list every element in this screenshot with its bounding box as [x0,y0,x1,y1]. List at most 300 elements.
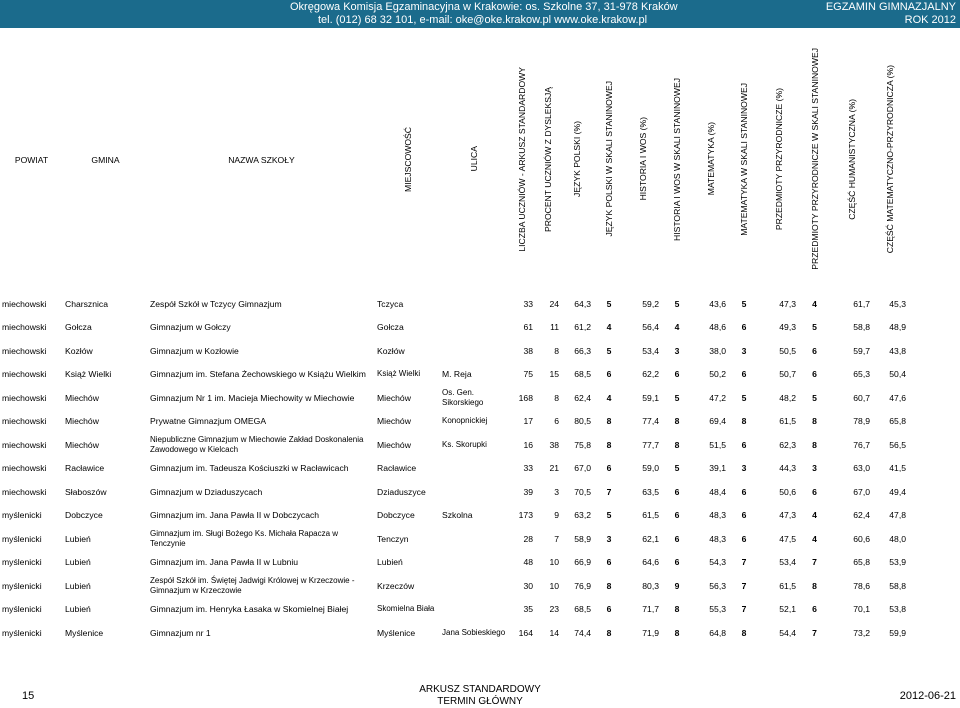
table-row [0,574,908,598]
table-spacer-row [0,280,908,292]
table-cell: 73,2 [853,627,870,638]
table-cell: miechowski [2,486,47,497]
table-cell: myślenicki [2,533,42,544]
table-cell: 41,5 [889,463,906,474]
footer-line2: TERMIN GŁÓWNY [437,696,523,707]
table-cell: 5 [674,298,680,309]
table-cell: 71,9 [642,627,659,638]
table-cell: 59,9 [889,627,906,638]
table-cell: 50,7 [779,369,796,380]
table-cell: 75 [523,369,533,380]
table-cell: 3 [812,463,817,474]
table-row [0,433,908,457]
table-cell: 6 [812,369,817,380]
table-cell: 45,3 [889,298,906,309]
column-header-label: LICZBA UCZNIÓW - ARKUSZ STANDARDOWY [516,66,527,252]
table-cell: 6 [812,604,817,615]
table-cell: 7 [741,580,747,591]
table-cell: 48,6 [709,322,726,333]
table-cell: 3 [606,533,612,544]
table-cell: 8 [606,439,612,450]
table-cell: 7 [554,533,559,544]
table-cell: 173 [518,510,533,521]
table-cell: 50,6 [779,486,796,497]
table-cell: 59,7 [853,345,870,356]
table-cell: 60,6 [853,533,870,544]
table-cell: 75,8 [574,439,591,450]
table-cell: 61 [523,322,533,333]
table-cell: 50,5 [779,345,796,356]
table-cell: Myślenice [65,627,104,638]
table-row [0,621,908,645]
table-cell: 3 [741,463,747,474]
table-cell: 50,4 [889,369,906,380]
table-cell: Miechów [65,392,99,403]
table-cell: 47,8 [889,510,906,521]
table-cell: 4 [812,533,817,544]
footer-date: 2012-06-21 [899,690,956,702]
table-cell: 63,2 [574,510,591,521]
table-cell: 53,4 [642,345,659,356]
table-cell: 65,8 [889,416,906,427]
header-contact: tel. (012) 68 32 101, e-mail: oke@oke.krakow.pl www.oke.krakow.pl [318,14,648,26]
table-cell: 67,0 [853,486,870,497]
table-cell: 48,3 [709,510,726,521]
table-cell: 8 [554,345,559,356]
table-cell: 62,4 [574,392,591,403]
column-header [661,40,693,280]
table-cell: miechowski [2,392,47,403]
table-cell: Zespół Szkół w Tczycy Gimnazjum [150,298,282,309]
table-cell: 49,4 [889,486,906,497]
table-cell: 5 [674,392,680,403]
table-cell: 7 [741,557,747,568]
table-cell: 6 [741,533,747,544]
table-cell: miechowski [2,345,47,356]
table-cell: 8 [741,627,747,638]
table-row [0,504,908,528]
table-cell: 4 [606,392,612,403]
column-header [798,40,831,280]
table-cell: 6 [741,369,747,380]
table-cell: 10 [549,580,559,591]
page-number: 15 [22,690,35,702]
table-cell: 58,9 [574,533,591,544]
table-cell: 8 [674,604,680,615]
table-row [0,386,908,410]
table-cell: 39 [523,486,533,497]
column-header [508,40,535,280]
table-cell: Gołcza [65,322,92,333]
table-cell: 70,1 [853,604,870,615]
table-cell: Tczyca [377,298,404,309]
table-cell: 6 [674,533,680,544]
table-cell: 5 [674,463,680,474]
table-row [0,316,908,340]
column-header-label: MATEMATYKA (%) [705,122,716,196]
table-cell: 80,3 [642,580,659,591]
table-cell: Niepubliczne Gimnazjum w Miechowie Zakład Doskonalenia Zawodowego w Kielcach [150,434,364,454]
column-header-label: ULICA [469,146,479,172]
table-cell: 15 [549,369,559,380]
table-cell: 8 [812,439,817,450]
table-cell: 43,8 [889,345,906,356]
table-cell: 8 [812,416,817,427]
table-cell: myślenicki [2,627,42,638]
table-cell: 62,2 [642,369,659,380]
table-cell: 60,7 [853,392,870,403]
table-cell: Racławice [377,463,417,474]
table-cell: 6 [741,510,747,521]
table-cell: 76,9 [574,580,591,591]
table-cell: 6 [606,369,612,380]
table-cell: 78,9 [853,416,870,427]
table-cell: miechowski [2,322,47,333]
table-cell: 47,3 [779,298,796,309]
table-cell: myślenicki [2,580,42,591]
table-cell [440,292,508,316]
table-cell: Gimnazjum im. Henryka Łasaka w Skomielnej Białej [150,604,349,615]
column-header-label: PRZEDMIOTY PRZYRODNICZE W SKALI STANINOWEJ [809,48,820,270]
table-cell: 38 [549,439,559,450]
table-cell: Prywatne Gimnazjum OMEGA [150,416,267,427]
table-cell [440,598,508,622]
header-year: ROK 2012 [904,14,956,26]
table-cell: myślenicki [2,557,42,568]
table-cell: 61,5 [779,580,796,591]
table-cell: 52,1 [779,604,796,615]
table-cell: miechowski [2,463,47,474]
table-cell: 74,4 [574,627,591,638]
column-header [760,40,798,280]
table-cell: 7 [606,486,612,497]
table-cell: 3 [554,486,559,497]
table-cell: 77,7 [642,439,659,450]
table-cell: 5 [606,345,612,356]
table-cell: 59,0 [642,463,659,474]
spacer-cell [0,280,908,292]
column-header [440,40,508,280]
table-cell: 61,5 [779,416,796,427]
table-cell: 7 [812,627,817,638]
column-header [375,40,440,280]
table-cell: 5 [741,298,747,309]
table-cell: 63,0 [853,463,870,474]
table-cell: 44,3 [779,463,796,474]
table-cell: Miechów [377,416,411,427]
table-cell: Lubień [65,580,91,591]
table-cell: Lubień [65,533,91,544]
table-cell: 5 [812,392,817,403]
table-cell: 33 [523,298,533,309]
table-cell: 48,9 [889,322,906,333]
table-cell: 168 [518,392,533,403]
table-cell: 61,2 [574,322,591,333]
table-cell: 24 [549,298,559,309]
footer-document-type [380,684,580,708]
table-cell: Gołcza [377,322,404,333]
table-cell [440,527,508,551]
table-cell: 6 [674,486,680,497]
table-cell: 6 [554,416,559,427]
table-cell: 5 [606,510,612,521]
table-cell: 49,3 [779,322,796,333]
table-cell: 56,4 [642,322,659,333]
table-cell: Myślenice [377,627,416,638]
table-row [0,480,908,504]
table-cell: Skomielna Biała [377,604,435,614]
header-exam-name: EGZAMIN GIMNAZJALNY [825,1,956,13]
table-cell: 3 [741,345,747,356]
table-cell [440,339,508,363]
column-header-label: CZĘŚĆ HUMANISTYCZNA (%) [846,98,857,220]
table-cell: 30 [523,580,533,591]
table-cell: 64,8 [709,627,726,638]
table-cell: 6 [812,486,817,497]
table-cell: Gimnazjum w Dziaduszycach [150,486,263,497]
table-cell: 48,2 [779,392,796,403]
table-cell: 8 [741,416,747,427]
table-cell: 6 [741,486,747,497]
table-cell: 53,9 [889,557,906,568]
table-cell [440,551,508,575]
table-cell: Książ Wielki [377,369,421,379]
table-cell: 5 [606,298,612,309]
table-cell: Dobczyce [65,510,103,521]
table-cell: Miechów [65,439,99,450]
table-cell: 51,5 [709,439,726,450]
table-cell: 64,6 [642,557,659,568]
table-cell: Gimnazjum nr 1 [150,627,211,638]
table-cell [440,457,508,481]
table-cell: 7 [741,604,747,615]
table-cell: 6 [674,369,680,380]
table-cell: 59,1 [642,392,659,403]
table-cell: 8 [606,580,612,591]
table-cell: Konopnickiej [442,416,488,426]
table-cell: Książ Wielki [65,369,112,380]
table-cell: 58,8 [853,322,870,333]
table-cell: miechowski [2,369,47,380]
table-cell: Charsznica [65,298,108,309]
table-cell: 8 [812,580,817,591]
table-cell: 47,6 [889,392,906,403]
table-cell: 4 [606,322,612,333]
table-body [0,280,908,645]
column-header: POWIAT [14,155,49,165]
table-cell: 54,3 [709,557,726,568]
table-cell: 69,4 [709,416,726,427]
table-cell: Gimnazjum im. Jana Pawła II w Dobczycach [150,510,320,521]
table-header-row [0,40,908,280]
table-row [0,292,908,316]
table-cell: 21 [549,463,559,474]
table-row [0,551,908,575]
table-cell: 70,5 [574,486,591,497]
table-cell: Miechów [65,416,99,427]
table-cell: Słaboszów [65,486,107,497]
table-cell: 8 [606,627,612,638]
table-cell: Miechów [377,392,411,403]
table-cell: 16 [523,439,533,450]
column-header-label: MIEJSCOWOŚĆ [402,126,413,192]
table-cell: Kozłów [65,345,93,356]
column-header-label: CZĘŚĆ MATEMATYCZNO-PRZYRODNICZA (%) [885,64,895,254]
table-cell [440,480,508,504]
table-cell: Gimnazjum Nr 1 im. Macieja Miechowity w Miechowie [150,392,355,403]
table-cell: 68,5 [574,369,591,380]
footer-line1: ARKUSZ STANDARDOWY [419,684,541,695]
column-header-label: JĘZYK POLSKI W SKALI STANINOWEJ [604,81,614,237]
table-cell: Dobczyce [377,510,415,521]
table-cell: Gimnazjum im. Stefana Żechowskiego w Książu Wielkim [150,369,366,380]
table-cell: 4 [812,510,817,521]
table-cell: 23 [549,604,559,615]
table-cell: Szkolna [442,510,473,521]
table-cell: 58,8 [889,580,906,591]
column-header-label: PRZEDMIOTY PRZYRODNICZE (%) [774,87,784,231]
table-cell: 56,3 [709,580,726,591]
table-cell: 8 [674,439,680,450]
table-row [0,363,908,387]
table-cell: Lubień [65,557,91,568]
table-cell: 66,9 [574,557,591,568]
table-cell: 8 [674,627,680,638]
column-header [872,40,908,280]
table-cell: Gimnazjum im. Jana Pawła II w Lubniu [150,557,299,568]
table-cell: Krzeczów [377,580,415,591]
table-cell: 38,0 [709,345,726,356]
table-cell: Gimnazjum im. Sługi Bożego Ks. Michała Rapacza w Tenczynie [150,528,339,548]
table-cell: Miechów [377,439,411,450]
table-cell: Tenczyn [377,533,409,544]
table-cell: Os. Gen. Sikorskiego [442,387,484,407]
table-row [0,339,908,363]
table-cell: 6 [812,345,817,356]
table-cell: 59,2 [642,298,659,309]
table-cell: Lubień [377,557,403,568]
column-header [831,40,872,280]
table-cell: 53,4 [779,557,796,568]
table-cell: 62,3 [779,439,796,450]
table-cell: 62,4 [853,510,870,521]
table-cell: Kozłów [377,345,405,356]
table-cell: miechowski [2,439,47,450]
table-cell: 48,0 [889,533,906,544]
table-cell: 10 [549,557,559,568]
table-cell: 78,6 [853,580,870,591]
table-cell: 6 [741,439,747,450]
table-row [0,410,908,434]
table-row [0,457,908,481]
column-header-label: JĘZYK POLSKI (%) [572,121,582,197]
table-cell: 71,7 [642,604,659,615]
table-cell: 8 [554,392,559,403]
table-cell: 48 [523,557,533,568]
table-cell: myślenicki [2,510,42,521]
table-cell: 4 [674,322,680,333]
table-cell: 6 [741,322,747,333]
table-cell: 54,4 [779,627,796,638]
table-cell: Jana Sobieskiego [442,627,506,637]
table-cell: 5 [812,322,817,333]
table-cell: 35 [523,604,533,615]
table-cell: 48,4 [709,486,726,497]
column-header-label: HISTORIA I WOS W SKALI STANINOWEJ [672,77,682,241]
table-cell: 9 [674,580,680,591]
table-cell: 47,3 [779,510,796,521]
table-cell: 77,4 [642,416,659,427]
table-cell: 9 [554,510,559,521]
table-cell: 68,5 [574,604,591,615]
table-cell: Gimnazjum w Gołczy [150,322,231,333]
table-cell: 33 [523,463,533,474]
table-cell: myślenicki [2,604,42,615]
table-cell: 76,7 [853,439,870,450]
table-row [0,598,908,622]
table-cell: 8 [606,416,612,427]
table-cell: 8 [674,416,680,427]
table-cell: miechowski [2,298,47,309]
table-cell: 64,3 [574,298,591,309]
table-cell: Zespół Szkół im. Świętej Jadwigi Królowej w Krzeczowie - Gimnazjum w Krzeczowie [150,575,355,595]
results-table [0,40,908,645]
table-cell: 28 [523,533,533,544]
column-header [625,40,661,280]
table-cell: 6 [674,510,680,521]
table-cell: 65,8 [853,557,870,568]
column-header [535,40,561,280]
table-cell: 50,2 [709,369,726,380]
table-cell: 164 [518,627,533,638]
table-cell: 17 [523,416,533,427]
table-cell: 55,3 [709,604,726,615]
column-header [693,40,728,280]
table-cell: 47,2 [709,392,726,403]
column-header: NAZWA SZKOŁY [228,155,295,165]
table-cell: 48,3 [709,533,726,544]
table-cell: M. Reja [442,369,472,380]
table-cell: 39,1 [709,463,726,474]
table-cell: 63,5 [642,486,659,497]
table-cell: 6 [606,463,612,474]
table-cell: 7 [812,557,817,568]
column-header-label: HISTORIA I WOS (%) [638,117,648,201]
column-header [728,40,760,280]
column-header [593,40,625,280]
table-cell: Gimnazjum im. Tadeusza Kościuszki w Racławicach [150,463,349,474]
table-cell [440,574,508,598]
table-cell: 53,8 [889,604,906,615]
table-cell: 47,5 [779,533,796,544]
table-cell: 62,1 [642,533,659,544]
column-header-label: MATEMATYKA W SKALI STANINOWEJ [739,82,749,236]
header-institution: Okręgowa Komisja Egzaminacyjna w Krakowie: os. Szkolne 37, 31-978 Kraków [290,1,678,13]
table-cell: 3 [674,345,680,356]
table-cell: 65,3 [853,369,870,380]
table-cell: Dziaduszyce [377,486,426,497]
table-cell: 61,5 [642,510,659,521]
table-cell: Lubień [65,604,91,615]
column-header [561,40,593,280]
table-cell: 4 [812,298,817,309]
table-cell: 56,5 [889,439,906,450]
column-header: GMINA [91,155,120,165]
table-cell: 6 [674,557,680,568]
table-cell: 5 [741,392,747,403]
table-cell: 43,6 [709,298,726,309]
table-cell: 11 [550,322,559,333]
